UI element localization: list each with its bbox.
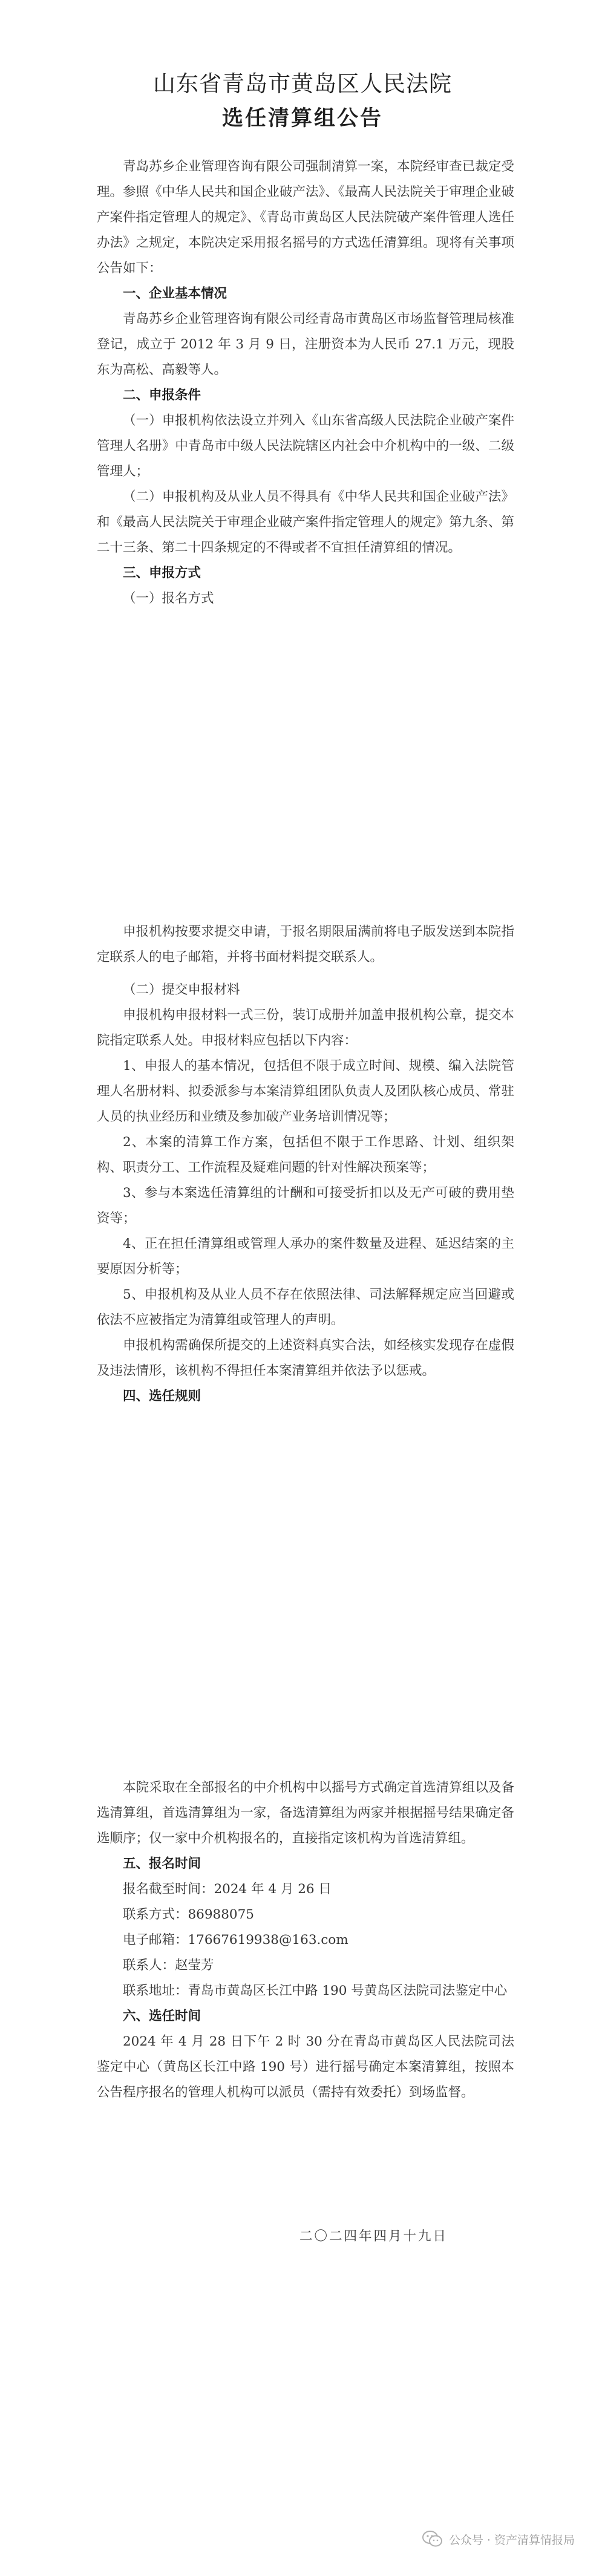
section4-text: 本院采取在全部报名的中介机构中以摇号方式确定首选清算组以及备选清算组，首选清算组为一家，备选清算组为两家并根据摇号结果确定备选顺序；仅一家中介机构报名的，直接指定该机构为首选清算组。: [97, 1780, 514, 1846]
material-item-2: 2、本案的清算工作方案，包括但不限于工作思路、计划、组织架构、职责分工、工作流程及疑难问题的针对性解决预案等；: [97, 1135, 514, 1175]
commitment-paragraph: 申报机构需确保所提交的上述资料真实合法，如经核实发现存在虚假及违法情形，该机构不得担任本案清算组并依法予以惩戒。: [97, 1338, 514, 1378]
material-item-5: 5、申报机构及从业人员不存在依照法律、司法解释规定应当回避或依法不应被指定为清算组或管理人的声明。: [97, 1287, 514, 1328]
notice-title: 选任清算组公告: [221, 106, 383, 131]
section3-sub2-text: 申报机构申报材料一式三份，装订成册并加盖申报机构公章，提交本院指定联系人处。申报材料应包括以下内容：: [97, 1008, 514, 1048]
wechat-icon: [422, 2531, 443, 2548]
section6-text: 2024 年 4 月 28 日下午 2 时 30 分在青岛市黄岛区人民法院司法鉴定中心（黄岛区长江中路 190 号）进行摇号确定本案清算组，按照本公告程序报名的管理人机构可以派员（需持有效委托）到场监督。: [97, 2034, 514, 2100]
intro-paragraph: 青岛苏乡企业管理咨询有限公司强制清算一案，本院经审查已裁定受理。参照《中华人民共和国企业破产法》、《最高人民法院关于审理企业破产案件指定管理人的规定》、《青岛市黄岛区人民法院破产案件管理人选任办法》之规定，本院决定采用报名摇号的方式选任清算组。现将有关事项公告如下：: [97, 159, 514, 276]
notice-date: 二〇二四年四月十九日: [299, 2229, 448, 2244]
section5-heading: 五、报名时间: [123, 1856, 201, 1871]
section2-item-2: （二）申报机构及从业人员不得具有《中华人民共和国企业破产法》和《最高人民法院关于审理企业破产案件指定管理人的规定》第九条、第二十三条、第二十四条规定的不得或者不宜担任清算组的情况。: [97, 489, 514, 555]
phone-line: 联系方式：86988075: [123, 1907, 254, 1922]
section3-sub1-text: 申报机构按要求提交申请，于报名期限届满前将电子版发送到本院指定联系人的电子邮箱，并将书面材料提交联系人。: [97, 924, 514, 965]
email-line: 电子邮箱：17667619938@163.com: [123, 1932, 348, 1948]
content-block-a: [97, 154, 514, 611]
section2-heading: 二、申报条件: [123, 388, 201, 403]
material-item-4: 4、正在担任清算组或管理人承办的案件数量及进程、延迟结案的主要原因分析等；: [97, 1236, 514, 1277]
section1-text: 青岛苏乡企业管理咨询有限公司经青岛市黄岛区市场监督管理局核准登记，成立于 2012 年 3 月 9 日，注册资本为人民币 27.1 万元，现股东为高松、高毅等人。: [97, 311, 514, 377]
material-item-3: 3、参与本案选任清算组的计酬和可接受折扣以及无产可破的费用垫资等；: [97, 1185, 514, 1226]
contact-line: 联系人：赵莹芳: [123, 1958, 214, 1973]
section4-heading: 四、选任规则: [123, 1389, 201, 1404]
section1-heading: 一、企业基本情况: [123, 286, 227, 301]
address-line: 联系地址：青岛市黄岛区长江中路 190 号黄岛区法院司法鉴定中心: [123, 1983, 508, 1998]
section3-heading: 三、申报方式: [123, 566, 201, 581]
watermark-footer: [422, 2531, 575, 2548]
deadline-line: 报名截至时间：2024 年 4 月 26 日: [123, 1882, 332, 1897]
court-name: 山东省青岛市黄岛区人民法院: [153, 71, 452, 97]
section6-heading: 六、选任时间: [123, 2009, 201, 2024]
section2-item-1: （一）申报机构依法设立并列入《山东省高级人民法院企业破产案件管理人名册》中青岛市中级人民法院辖区内社会中介机构中的一级、二级管理人；: [97, 413, 514, 479]
signature-date-row: [0, 2226, 605, 2245]
section3-sub1-heading: （一）报名方式: [123, 591, 214, 606]
watermark-text: 公众号 · 资产清算情报局: [448, 2533, 575, 2547]
content-block-b: [97, 919, 514, 1409]
section3-sub2-heading: （二）提交申报材料: [123, 982, 240, 997]
material-item-1: 1、申报人的基本情况，包括但不限于成立时间、规模、编入法院管理人名册材料、拟委派参与本案清算组团队负责人及团队核心成员、常驻人员的执业经历和业绩及参加破产业务培训情况等；: [97, 1058, 514, 1124]
content-block-c: [97, 1775, 514, 2105]
